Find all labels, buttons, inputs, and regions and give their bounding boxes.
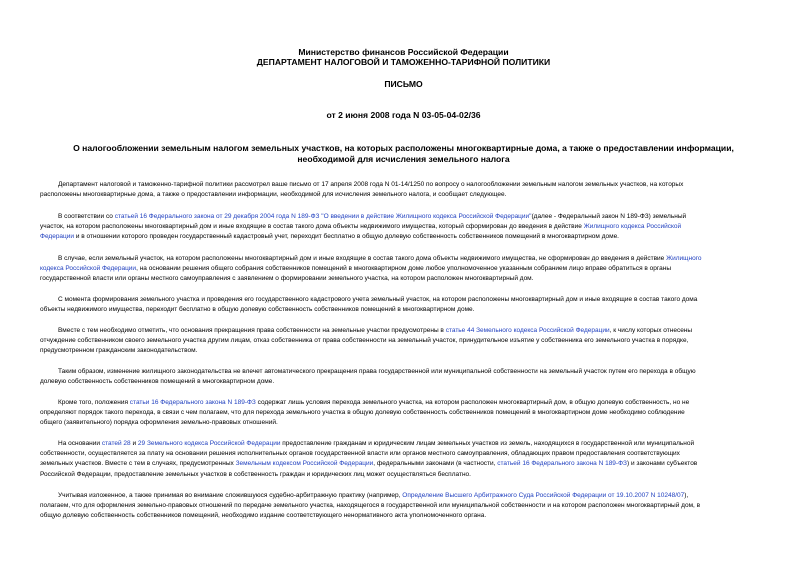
- ministry-title: Министерство финансов Российской Федерации: [298, 47, 509, 57]
- text-fragment: В соответствии со: [58, 213, 115, 220]
- paragraph-6-line-1: Таким образом, изменение жилищного законодательства не влечет автоматического прекращения права государственной или муниципальной собственности на земельный участок путем его перехода в общую: [58, 368, 696, 375]
- paragraph-7: [40, 398, 768, 429]
- text-fragment: предоставление гражданам и юридическим лицам земельных участков из земель, находящихся в государственной или муниципальной: [280, 440, 695, 447]
- text-fragment: (далее - Федеральный закон N 189-ФЗ) земельный: [531, 213, 687, 220]
- text-fragment: и: [130, 440, 138, 447]
- paragraph-1-line-1: Департамент налоговой и таможенно-тарифной политики рассмотрел ваше письмо от 17 апреля 2008 года N 01-14/1250 по вопросу о налогообложении земельным налогом земельных участков, на которых: [58, 181, 684, 188]
- paragraph-1: [40, 180, 768, 200]
- paragraph-9: [40, 491, 768, 522]
- document-subject-line-1: О налогообложении земельным налогом земельных участков, на которых расположены многоквартирные дома, а также о предоставлении информации,: [73, 143, 734, 153]
- link-land-code-article-29[interactable]: 29 Земельного кодекса Российской Федерации: [137, 440, 281, 447]
- link-land-code-article-44[interactable]: статье 44 Земельного кодекса Российской Федерации: [445, 327, 610, 334]
- paragraph-8-line-3: [40, 459, 768, 469]
- paragraph-5: [40, 326, 768, 357]
- paragraph-8-line-4: Российской Федерации, предоставление земельных участков в собственность граждан и юридических лиц может осуществляться бесплатно.: [40, 470, 471, 478]
- document-date-number: от 2 июня 2008 года N 03-05-04-02/36: [326, 110, 481, 120]
- paragraph-2-line-2: [40, 222, 768, 232]
- link-article-16-fz-189[interactable]: статьей 16 Федерального закона от 29 декабря 2004 года N 189-ФЗ "О введении в действие Жилищного кодекса Российской Федерации": [114, 213, 532, 220]
- paragraph-9-line-2: полагаем, что для оформления земельно-правовых отношений по передаче земельного участка, находящегося в государственной или муниципальной собственности и на котором расположен многоквартирный дом, в: [40, 502, 701, 510]
- link-housing-code-cont[interactable]: Федерации: [40, 233, 75, 241]
- paragraph-7-line-1: [40, 398, 768, 408]
- paragraph-5-line-3: предусмотренном гражданским законодательством.: [40, 347, 198, 355]
- paragraph-4: [40, 295, 768, 315]
- link-housing-code[interactable]: Жилищного кодекса Российской: [583, 223, 682, 231]
- paragraph-9-line-1: [40, 491, 768, 501]
- paragraph-3-line-2: [40, 264, 768, 274]
- paragraph-2-line-3: [40, 232, 768, 242]
- link-article-16-fz-189-2[interactable]: статьи 16 Федерального закона N 189-ФЗ: [129, 399, 256, 406]
- paragraph-5-line-2: отчуждение собственником своего земельного участка другим лицам, отказ собственника от права собственности на земельный участок, принудительное изъятие у собственника его земельного участка в порядке,: [40, 337, 689, 345]
- paragraph-7-line-2: определяют порядок такого перехода, в связи с чем полагаем, что для перехода земельного участка в общую долевую собственность собственников помещений в многоквартирном доме необходимо соблюдение: [40, 409, 685, 417]
- link-article-16-fz-189-3[interactable]: статьей 16 Федерального закона N 189-ФЗ: [497, 460, 627, 468]
- link-land-code-article-28[interactable]: статей 28: [101, 440, 131, 447]
- link-housing-code-2[interactable]: Жилищного: [666, 255, 702, 262]
- document-subject-line-2: необходимой для исчисления земельного налога: [297, 154, 510, 164]
- text-fragment: Вместе с тем необходимо отметить, что основания прекращения права собственности на земельные участки предусмотрены в: [58, 327, 446, 334]
- link-housing-code-2-cont[interactable]: кодекса Российской Федерации: [40, 265, 137, 273]
- text-fragment: и в отношении которого проведен государственный кадастровый учет, переходит бесплатно в общую долевую собственность собственников помещений в многоквартирном доме.: [74, 233, 619, 241]
- paragraph-7-line-3: общего (заявительного) порядка оформления земельно-правовых отношений.: [40, 419, 278, 427]
- text-fragment: ),: [684, 492, 689, 499]
- text-fragment: На основании: [58, 440, 102, 447]
- paragraph-1-line-2: расположены многоквартирные дома, а также о предоставлении информации, необходимой для исчисления земельного налога, и сообщает следующее.: [40, 191, 507, 199]
- text-fragment: ) и законами субъектов: [626, 460, 698, 468]
- paragraph-3: [40, 254, 768, 285]
- paragraph-8-line-1: [40, 439, 768, 449]
- paragraph-5-line-1: [40, 326, 768, 336]
- text-fragment: , на основании решения общего собрания собственников помещений в многоквартирном доме любое уполномоченное указанным собранием лицо вправе обратиться в органы: [136, 265, 671, 273]
- text-fragment: Кроме того, положения: [58, 399, 130, 406]
- paragraph-8: [40, 439, 768, 480]
- paragraph-4-line-1: С момента формирования земельного участка и проведения его государственного кадастрового учета земельный участок, на котором расположены многоквартирный дом и иные входящие в состав такого дома: [58, 296, 698, 303]
- link-vas-ruling[interactable]: Определение Высшего Арбитражного Суда Российской Федерации от 19.10.2007 N 10248/07: [402, 492, 685, 499]
- paragraph-9-line-3: общую долевую собственность собственников помещений, необходимо издание соответствующего ненормативного акта уполномоченного органа.: [40, 512, 487, 520]
- text-fragment: В случае, если земельный участок, на котором расположены многоквартирный дом и иные входящие в состав такого дома объекты недвижимого имущества, не сформирован до введения в действие: [58, 255, 667, 262]
- paragraph-3-line-3: государственной власти или органы местного самоуправления с заявлением о формировании земельного участка, на котором расположен многоквартирный дом.: [40, 275, 534, 283]
- paragraph-2-line-1: [40, 212, 768, 222]
- text-fragment: , к числу которых отнесены: [609, 327, 693, 334]
- paragraph-6: [40, 367, 768, 387]
- link-land-code[interactable]: Земельным кодексом Российской Федерации: [235, 460, 374, 468]
- department-title: ДЕПАРТАМЕНТ НАЛОГОВОЙ И ТАМОЖЕННО-ТАРИФНОЙ ПОЛИТИКИ: [256, 57, 551, 67]
- paragraph-3-line-1: [40, 254, 768, 264]
- text-fragment: участок, на котором расположены многоквартирный дом и иные входящие в состав такого дома объекты недвижимого имущества, который сформирован до введения в действие: [40, 223, 584, 231]
- text-fragment: содержат лишь условия перехода земельного участка, на котором расположен многоквартирный дом, в общую долевую собственность, но не: [255, 399, 690, 406]
- text-fragment: земельных участков. Вместе с тем в случаях, предусмотренных: [40, 460, 236, 468]
- text-fragment: Учитывая изложенное, а также принимая во внимание сложившуюся судебно-арбитражную практику (например,: [58, 492, 403, 499]
- document-type: ПИСЬМО: [384, 79, 423, 89]
- text-fragment: , федеральными законами (в частности,: [373, 460, 498, 468]
- paragraph-8-line-2: собственности, осуществляется за плату на основании решения исполнительных органов государственной власти или органов местного самоуправления, обладающих правом предоставления соответствующих: [40, 450, 680, 458]
- paragraph-2: [40, 212, 768, 243]
- paragraph-6-line-2: долевую собственность собственников помещений в многоквартирном доме.: [40, 378, 275, 386]
- paragraph-4-line-2: объекты недвижимого имущества, переходит бесплатно в общую долевую собственность собственников помещений в многоквартирном доме.: [40, 306, 475, 314]
